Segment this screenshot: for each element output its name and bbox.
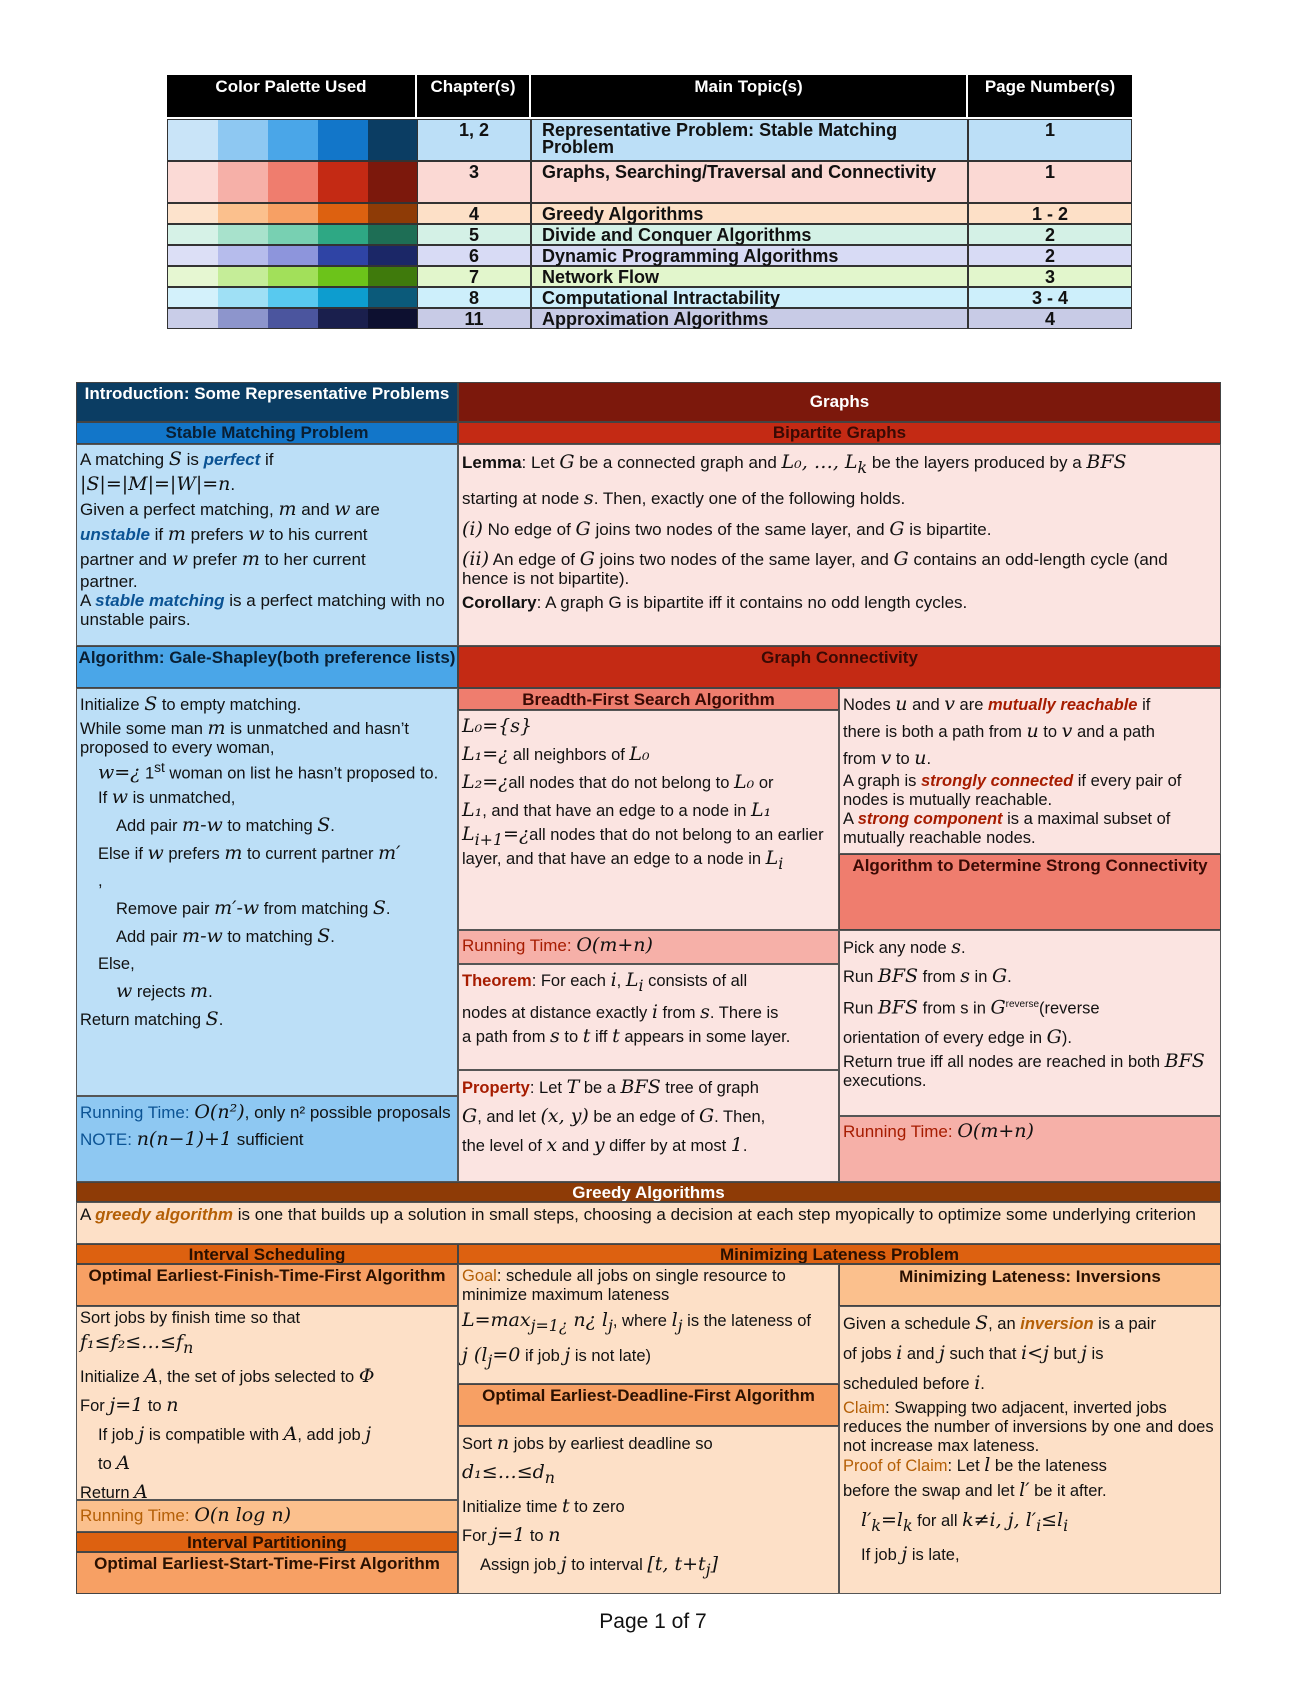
strong-alg-body: Pick any node s. Run BFS from s in G. Run BFS from s in $G^{reverse}(reverse$ orientation of every edge in G). Return true iff all nodes are reached in both BFS executions. xyxy=(839,930,1221,1116)
legend-color-swatch xyxy=(368,309,418,328)
legend-topic-cell-text: Network Flow xyxy=(542,267,660,287)
legend-pages-cell xyxy=(968,161,1132,203)
gs-note-rest: sufficient xyxy=(236,1130,304,1149)
legend-color-swatch xyxy=(168,246,218,265)
legend-pages-cell xyxy=(968,203,1132,224)
page-footer xyxy=(0,1610,1306,1634)
gs-note-label: NOTE: xyxy=(80,1130,132,1149)
connectivity-header-text: Graph Connectivity xyxy=(761,648,918,667)
edf-body: Sort n jobs by earliest deadline so $d_1\le\dots\le d_n$ Initialize time t to zero For j=1 to n Assign job j to interval [t, $t+t_j$] xyxy=(458,1426,839,1594)
interval-scheduling-header xyxy=(76,1244,458,1264)
eft-runtime-label: Running Time: xyxy=(80,1506,190,1525)
legend-header-topic-text: Main Topic(s) xyxy=(694,77,803,96)
legend-color-swatch xyxy=(318,225,368,244)
legend-palette-swatches xyxy=(167,119,417,161)
legend-color-swatch xyxy=(318,204,368,223)
legend-header-chapter-text: Chapter(s) xyxy=(430,77,516,96)
inversions-body: Given a schedule S, an inversion is a pair of jobs i and j such that i<j but j is scheduled before i. Claim: Swapping two adjacent, inverted jobs reduces the number of inversions by one and does not increase max lateness. Proof of Claim: Let l be the lateness before the swap and let l′ be it after. $l'_k=l_k$ for all k≠i, j, $l'_i\le l_i$ If job j is late, xyxy=(839,1306,1221,1594)
strong-connectivity-def: Nodes u and v are mutually reachable if there is both a path from u to v and a path from v to u. A graph is strongly connected if every pair of nodes is mutually reachable. A strong component is a maximal subset of mutually reachable nodes. xyxy=(839,688,1221,854)
greedy-title xyxy=(76,1182,1221,1202)
legend-color-swatch xyxy=(318,267,368,286)
legend-pages-cell xyxy=(968,245,1132,266)
legend-chapter-cell-text: 1, 2 xyxy=(458,120,490,140)
legend-chapter-cell xyxy=(417,224,531,245)
legend-palette-swatches xyxy=(167,203,417,224)
legend-color-swatch xyxy=(268,225,318,244)
legend-topic-cell xyxy=(531,266,968,287)
legend-color-swatch xyxy=(318,288,368,307)
stable-matching-header xyxy=(76,422,458,444)
legend-header-topic xyxy=(531,75,966,117)
legend-color-swatch xyxy=(318,309,368,328)
legend-pages-cell-text: 1 xyxy=(1044,120,1055,140)
legend-color-swatch xyxy=(168,120,218,160)
bfs-header xyxy=(458,688,839,710)
legend-header-pages-text: Page Number(s) xyxy=(984,77,1116,96)
legend-color-swatch xyxy=(318,162,368,202)
lateness-header xyxy=(458,1244,1221,1264)
legend-color-swatch xyxy=(268,267,318,286)
bfs-runtime-label: Running Time: xyxy=(462,936,572,955)
legend-color-swatch xyxy=(218,162,268,202)
strong-alg-header xyxy=(839,854,1221,930)
legend-pages-cell xyxy=(968,224,1132,245)
legend-topic-cell xyxy=(531,203,968,224)
bipartite-header-text: Bipartite Graphs xyxy=(772,423,907,442)
eft-header-text: Optimal Earliest-Finish-Time-First Algorithm xyxy=(88,1266,446,1285)
legend-pages-cell-text: 2 xyxy=(1044,225,1055,245)
bfs-theorem: Theorem: For each i, $L_i$ consists of all nodes at distance exactly i from s. There is a path from s to t iff t appears in some layer. xyxy=(458,964,839,1070)
goal-label: Goal xyxy=(462,1267,497,1285)
est-header-text: Optimal Earliest-Start-Time-First Algorithm xyxy=(94,1554,440,1573)
inversions-header xyxy=(839,1264,1221,1306)
legend-palette-swatches xyxy=(167,161,417,203)
edf-header-text: Optimal Earliest-Deadline-First Algorithm xyxy=(482,1386,815,1405)
legend-topic-cell xyxy=(531,308,968,329)
legend-chapter-cell xyxy=(417,245,531,266)
greedy-intro: A greedy algorithm is one that builds up a solution in small steps, choosing a decision at each step myopically to optimize some underlying criterion xyxy=(76,1202,1221,1244)
corollary-label: Corollary xyxy=(462,592,537,612)
lateness-goal: Goal: schedule all jobs on single resource to minimize maximum lateness $L=\max_{j=1¿}$ n¿ $l_j$, where $l_j$ is the lateness of j ($l_j=0$ if job j is not late) xyxy=(458,1264,839,1384)
legend-pages-cell xyxy=(968,308,1132,329)
legend-table xyxy=(167,75,1132,335)
legend-topic-cell-text: Divide and Conquer Algorithms xyxy=(542,225,812,245)
legend-color-swatch xyxy=(218,288,268,307)
legend-chapter-cell xyxy=(417,266,531,287)
gale-shapley-header xyxy=(76,646,458,688)
edf-header xyxy=(458,1384,839,1426)
legend-color-swatch xyxy=(318,120,368,160)
legend-color-swatch xyxy=(168,267,218,286)
legend-color-swatch xyxy=(218,120,268,160)
legend-color-swatch xyxy=(168,225,218,244)
interval-partitioning-header-text: Interval Partitioning xyxy=(187,1533,347,1552)
lateness-header-text: Minimizing Lateness Problem xyxy=(720,1245,959,1264)
legend-color-swatch xyxy=(168,288,218,307)
legend-color-swatch xyxy=(318,246,368,265)
greedy-title-text: Greedy Algorithms xyxy=(572,1183,725,1202)
legend-color-swatch xyxy=(168,162,218,202)
bfs-body: L₀={s} L₁=¿ all neighbors of L₀ L₂=¿all nodes that do not belong to L₀ or L₁, and that have an edge to a node in L₁ $L_{i+1}=¿all$ nodes that do not belong to an earlier layer, and that have an edge to a node in $L_i$ xyxy=(458,710,839,930)
legend-chapter-cell xyxy=(417,119,531,161)
legend-color-swatch xyxy=(218,309,268,328)
legend-chapter-cell xyxy=(417,203,531,224)
legend-topic-cell-text: Greedy Algorithms xyxy=(542,204,704,224)
strong-alg-runtime: Running Time: O(m+n) xyxy=(839,1116,1221,1182)
legend-topic-cell-text: Representative Problem: Stable Matching Problem xyxy=(542,120,898,157)
legend-topic-cell xyxy=(531,119,968,161)
legend-color-swatch xyxy=(268,204,318,223)
legend-topic-cell xyxy=(531,245,968,266)
theorem-label: Theorem xyxy=(462,972,532,990)
legend-palette-swatches xyxy=(167,224,417,245)
gale-shapley-runtime: Running Time: O(n²), only n² possible proposals NOTE: n(n−1)+1 sufficient xyxy=(76,1096,458,1182)
legend-color-swatch xyxy=(218,246,268,265)
legend-pages-cell xyxy=(968,266,1132,287)
legend-chapter-cell-text: 3 xyxy=(468,162,479,182)
eft-header xyxy=(76,1264,458,1306)
bipartite-header xyxy=(458,422,1221,444)
legend-topic-cell-text: Graphs, Searching/Traversal and Connectivity xyxy=(542,162,937,182)
legend-color-swatch xyxy=(368,120,418,160)
legend-palette-swatches xyxy=(167,266,417,287)
eft-body: Sort jobs by finish time so that $f_1\le f_2\le\dots\le f_n$ Initialize A, the set of jobs selected to Φ For j=1 to n If job j is compatible with A, add job j to A Return A xyxy=(76,1306,458,1500)
legend-topic-cell-text: Dynamic Programming Algorithms xyxy=(542,246,839,266)
legend-color-swatch xyxy=(368,204,418,223)
legend-pages-cell xyxy=(968,119,1132,161)
proof-label: Proof of Claim xyxy=(843,1457,948,1475)
legend-topic-cell-text: Computational Intractability xyxy=(542,288,781,308)
legend-pages-cell-text: 3 xyxy=(1044,267,1055,287)
legend-pages-cell-text: 4 xyxy=(1044,309,1055,329)
legend-chapter-cell-text: 11 xyxy=(464,309,484,329)
gs-runtime-rest: only n² possible proposals xyxy=(254,1103,451,1122)
legend-color-swatch xyxy=(218,204,268,223)
corollary-text: : A graph G is bipartite iff it contains no odd length cycles. xyxy=(536,592,968,612)
legend-topic-cell xyxy=(531,287,968,308)
bipartite-body: Lemma: Let G be a connected graph and L₀, …, $L_k$ be the layers produced by a BFS starting at node s. Then, exactly one of the following holds. (i) No edge of G joins two nodes of the same layer, and G is bipartite. (ii) An edge of G joins two nodes of the same layer, and G contains an odd-length cycle (and hence is not bipartite). Corollary: A graph G is bipartite iff it contains no odd length cycles. xyxy=(458,444,1221,646)
legend-chapter-cell-text: 8 xyxy=(468,288,479,308)
legend-color-swatch xyxy=(268,120,318,160)
legend-chapter-cell xyxy=(417,287,531,308)
legend-header-palette-text: Color Palette Used xyxy=(215,77,367,96)
legend-chapter-cell-text: 7 xyxy=(468,267,479,287)
legend-pages-cell xyxy=(968,287,1132,308)
legend-chapter-cell xyxy=(417,161,531,203)
connectivity-header xyxy=(458,646,1221,688)
legend-color-swatch xyxy=(168,204,218,223)
gale-shapley-header-text: Algorithm: Gale-Shapley(both preference lists) xyxy=(78,648,456,667)
gale-shapley-body: Initialize S to empty matching. While some man m is unmatched and hasn’t proposed to every woman, w=¿ 1st woman on list he hasn’t proposed to. If w is unmatched, Add pair m-w to matching S. Else if w prefers m to current partner m′ , Remove pair m′-w from matching S. Add pair m-w to matching S. Else, w rejects m. Return matching S. xyxy=(76,688,458,1096)
legend-color-swatch xyxy=(368,225,418,244)
legend-header-chapter xyxy=(417,75,529,117)
bfs-property: Property: Let T be a BFS tree of graph G, and let (x, y) be an edge of G. Then, the level of x and y differ by at most 1. xyxy=(458,1070,839,1182)
legend-color-swatch xyxy=(368,267,418,286)
legend-chapter-cell-text: 5 xyxy=(468,225,479,245)
legend-color-swatch xyxy=(218,267,268,286)
claim-text: : Swapping two adjacent, inverted jobs reduces the number of inversions by one and does not increase max lateness. xyxy=(843,1399,1214,1455)
gs-runtime-label: Running Time: xyxy=(80,1103,190,1122)
legend-pages-cell-text: 3 - 4 xyxy=(1031,288,1069,308)
eft-runtime: Running Time: O(n log n) xyxy=(76,1500,458,1532)
legend-topic-cell xyxy=(531,224,968,245)
legend-chapter-cell-text: 4 xyxy=(468,204,479,224)
claim-label: Claim xyxy=(843,1399,886,1417)
legend-header-pages xyxy=(968,75,1132,117)
graphs-title-text: Graphs xyxy=(809,392,870,411)
legend-topic-cell-text: Approximation Algorithms xyxy=(542,309,769,329)
interval-partitioning-header xyxy=(76,1532,458,1552)
legend-chapter-cell-text: 6 xyxy=(468,246,479,266)
legend-chapter-cell xyxy=(417,308,531,329)
legend-topic-cell xyxy=(531,161,968,203)
legend-color-swatch xyxy=(268,288,318,307)
page-footer-text: Page 1 of 7 xyxy=(599,1610,707,1633)
legend-palette-swatches xyxy=(167,245,417,266)
inversions-header-text: Minimizing Lateness: Inversions xyxy=(899,1267,1161,1286)
legend-color-swatch xyxy=(368,162,418,202)
legend-header-palette xyxy=(167,75,415,117)
legend-pages-cell-text: 1 xyxy=(1044,162,1055,182)
property-label: Property xyxy=(462,1079,530,1097)
strong-alg-header-text: Algorithm to Determine Strong Connectivity xyxy=(852,856,1208,875)
stable-matching-body: A matching S is perfect if |S|=|M|=|W|=n. Given a perfect matching, m and w are unstable if m prefers w to his current partner and w prefer m to her current partner. A stable matching is a perfect matching with no unstable pairs. xyxy=(76,444,458,646)
legend-color-swatch xyxy=(218,225,268,244)
legend-color-swatch xyxy=(168,309,218,328)
bfs-header-text: Breadth-First Search Algorithm xyxy=(522,690,775,709)
legend-palette-swatches xyxy=(167,287,417,308)
legend-palette-swatches xyxy=(167,308,417,329)
lemma-label: Lemma xyxy=(462,453,522,472)
legend-pages-cell-text: 2 xyxy=(1044,246,1055,266)
bfs-runtime: Running Time: O(m+n) xyxy=(458,930,839,964)
strong-runtime-label: Running Time: xyxy=(843,1122,953,1141)
legend-color-swatch xyxy=(268,246,318,265)
legend-color-swatch xyxy=(368,288,418,307)
goal-text: : schedule all jobs on single resource to minimize maximum lateness xyxy=(462,1267,786,1304)
intro-title-text: Introduction: Some Representative Problems xyxy=(84,384,450,403)
legend-color-swatch xyxy=(268,309,318,328)
intro-title xyxy=(76,382,458,422)
legend-color-swatch xyxy=(268,162,318,202)
est-header xyxy=(76,1552,458,1594)
legend-color-swatch xyxy=(368,246,418,265)
interval-scheduling-header-text: Interval Scheduling xyxy=(188,1245,346,1264)
graphs-title xyxy=(458,382,1221,422)
stable-matching-header-text: Stable Matching Problem xyxy=(165,423,369,442)
legend-pages-cell-text: 1 - 2 xyxy=(1031,204,1069,224)
